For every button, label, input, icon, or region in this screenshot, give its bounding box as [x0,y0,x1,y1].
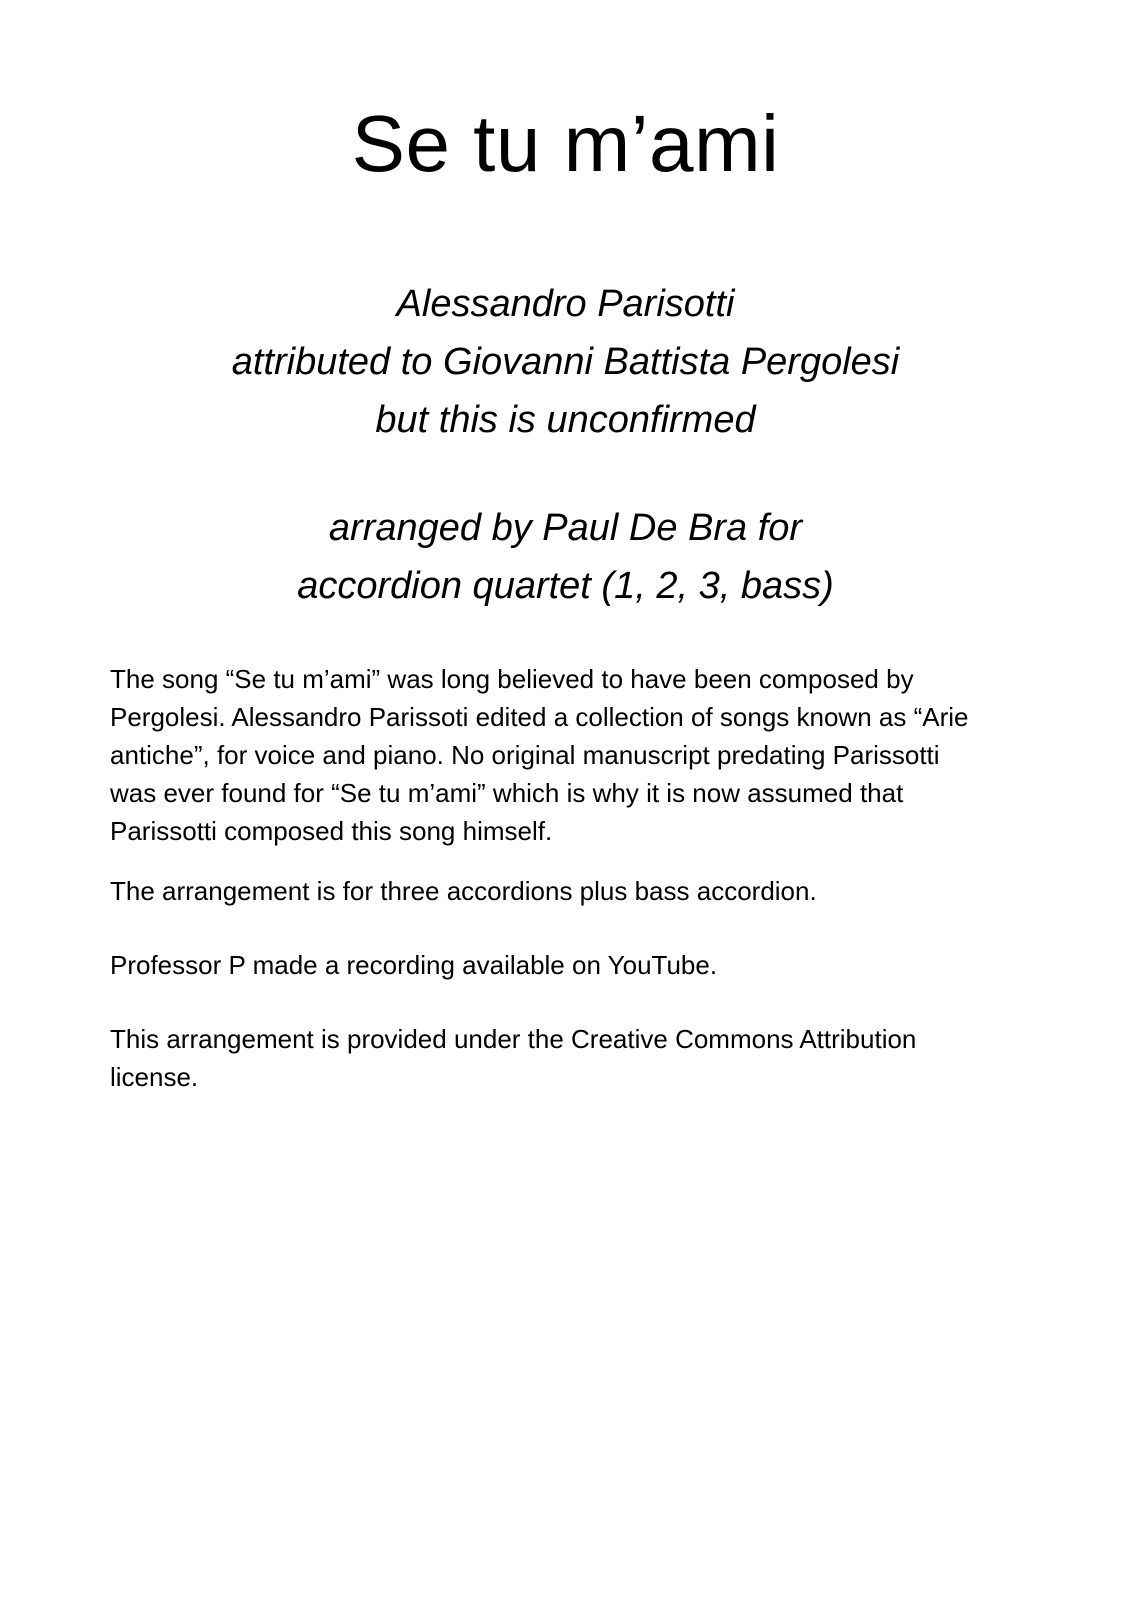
paragraph-recording [110,946,1010,984]
paragraph-license [110,1020,1010,1096]
composer-line: attributed to Giovanni Battista Pergolesi [231,341,900,383]
arranger-line: arranged by Paul De Bra for [328,507,803,549]
paragraph-line: Professor P made a recording available on YouTube. [110,950,718,980]
composer-line: Alessandro Parisotti [396,283,735,325]
paragraph-line: Pergolesi. Alessandro Parissoti edited a collection of songs known as “Arie [110,702,969,732]
paragraph-line: The arrangement is for three accordions plus bass accordion. [110,876,817,906]
composer-line: but this is unconfirmed [375,399,756,441]
paragraph-line: license. [110,1062,199,1092]
paragraph-history [110,660,1010,850]
paragraph-line: Parissotti composed this song himself. [110,816,553,846]
paragraph-arrangement [110,872,1010,910]
paragraph-line: The song “Se tu m’ami” was long believed to have been composed by [110,664,914,694]
paragraph-line: antiche”, for voice and piano. No original manuscript predating Parissotti [110,740,940,770]
composer-credits [0,275,1131,449]
document-title: Se tu m’ami [351,99,780,188]
arranger-line: accordion quartet (1, 2, 3, bass) [297,565,834,607]
arranger-credits [0,499,1131,615]
paragraph-line: This arrangement is provided under the Creative Commons Attribution [110,1024,917,1054]
paragraph-line: was ever found for “Se tu m’ami” which is why it is now assumed that [110,778,904,808]
